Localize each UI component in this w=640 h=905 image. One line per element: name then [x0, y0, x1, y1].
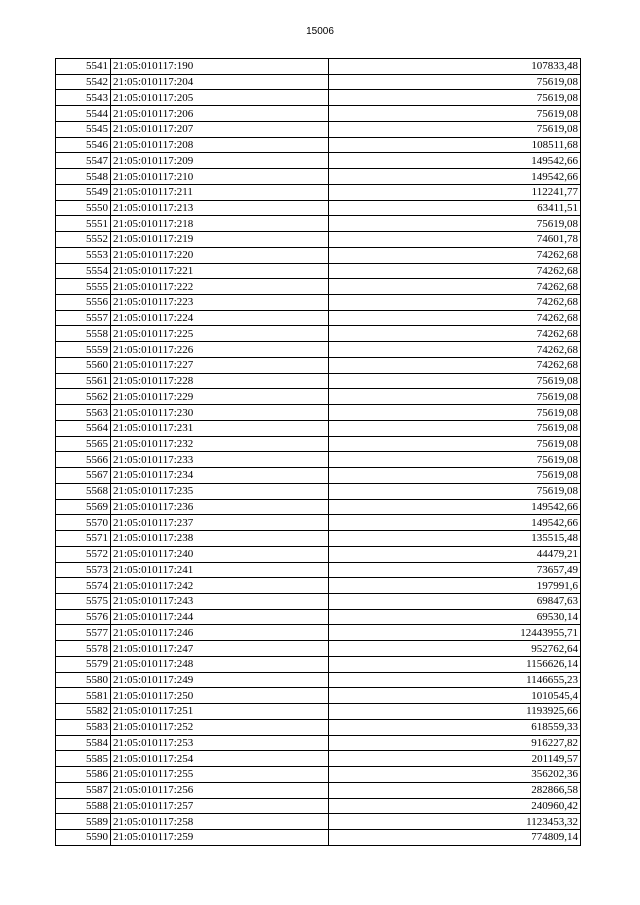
cadastral-value-cell: 74262,68: [329, 263, 581, 279]
cadastral-number-cell: 21:05:010117:248: [111, 656, 329, 672]
cadastral-value-cell: 75619,08: [329, 106, 581, 122]
cadastral-number-cell: 21:05:010117:206: [111, 106, 329, 122]
row-number-cell: 5576: [56, 609, 111, 625]
page-number: 15006: [306, 26, 334, 37]
cadastral-number-cell: 21:05:010117:255: [111, 767, 329, 783]
table-row: [56, 609, 581, 625]
table-row: [56, 121, 581, 137]
row-number-cell: 5588: [56, 798, 111, 814]
cadastral-number-cell: 21:05:010117:257: [111, 798, 329, 814]
cadastral-number-cell: 21:05:010117:243: [111, 593, 329, 609]
cadastral-number-cell: 21:05:010117:224: [111, 310, 329, 326]
cadastral-number-cell: 21:05:010117:223: [111, 295, 329, 311]
cadastral-value-cell: 44479,21: [329, 546, 581, 562]
cadastral-number-cell: 21:05:010117:249: [111, 672, 329, 688]
cadastral-value-cell: 952762,64: [329, 641, 581, 657]
row-number-cell: 5563: [56, 405, 111, 421]
cadastral-number-cell: 21:05:010117:210: [111, 169, 329, 185]
table-row: [56, 641, 581, 657]
cadastral-value-cell: 149542,66: [329, 499, 581, 515]
table-row: [56, 468, 581, 484]
table-row: [56, 373, 581, 389]
row-number-cell: 5581: [56, 688, 111, 704]
cadastral-number-cell: 21:05:010117:222: [111, 279, 329, 295]
row-number-cell: 5562: [56, 389, 111, 405]
cadastral-value-cell: 75619,08: [329, 405, 581, 421]
cadastral-number-cell: 21:05:010117:251: [111, 704, 329, 720]
cadastral-number-cell: 21:05:010117:241: [111, 562, 329, 578]
cadastral-value-cell: 69530,14: [329, 609, 581, 625]
table-row: [56, 735, 581, 751]
cadastral-number-cell: 21:05:010117:252: [111, 719, 329, 735]
row-number-cell: 5566: [56, 452, 111, 468]
table-row: [56, 59, 581, 75]
table-row: [56, 137, 581, 153]
row-number-cell: 5575: [56, 593, 111, 609]
cadastral-number-cell: 21:05:010117:258: [111, 814, 329, 830]
table-row: [56, 515, 581, 531]
cadastral-value-cell: 356202,36: [329, 767, 581, 783]
row-number-cell: 5577: [56, 625, 111, 641]
cadastral-number-cell: 21:05:010117:240: [111, 546, 329, 562]
table-row: [56, 829, 581, 845]
row-number-cell: 5582: [56, 704, 111, 720]
row-number-cell: 5547: [56, 153, 111, 169]
table-row: [56, 578, 581, 594]
cadastral-number-cell: 21:05:010117:218: [111, 216, 329, 232]
cadastral-number-cell: 21:05:010117:211: [111, 184, 329, 200]
row-number-cell: 5571: [56, 531, 111, 547]
cadastral-value-cell: 75619,08: [329, 468, 581, 484]
cadastral-value-cell: 1010545,4: [329, 688, 581, 704]
table-body: [56, 59, 581, 846]
table-row: [56, 719, 581, 735]
row-number-cell: 5586: [56, 767, 111, 783]
cadastral-number-cell: 21:05:010117:233: [111, 452, 329, 468]
row-number-cell: 5550: [56, 200, 111, 216]
cadastral-value-cell: 75619,08: [329, 389, 581, 405]
cadastral-number-cell: 21:05:010117:209: [111, 153, 329, 169]
cadastral-value-cell: 149542,66: [329, 153, 581, 169]
cadastral-value-cell: 107833,48: [329, 59, 581, 75]
table-row: [56, 672, 581, 688]
row-number-cell: 5561: [56, 373, 111, 389]
cadastral-value-cell: 69847,63: [329, 593, 581, 609]
row-number-cell: 5559: [56, 342, 111, 358]
table-row: [56, 216, 581, 232]
row-number-cell: 5544: [56, 106, 111, 122]
cadastral-number-cell: 21:05:010117:220: [111, 247, 329, 263]
row-number-cell: 5548: [56, 169, 111, 185]
cadastral-value-cell: 75619,08: [329, 452, 581, 468]
cadastral-value-cell: 12443955,71: [329, 625, 581, 641]
table-row: [56, 562, 581, 578]
cadastral-number-cell: 21:05:010117:230: [111, 405, 329, 421]
cadastral-number-cell: 21:05:010117:253: [111, 735, 329, 751]
row-number-cell: 5558: [56, 326, 111, 342]
row-number-cell: 5541: [56, 59, 111, 75]
row-number-cell: 5583: [56, 719, 111, 735]
cadastral-number-cell: 21:05:010117:190: [111, 59, 329, 75]
row-number-cell: 5546: [56, 137, 111, 153]
row-number-cell: 5570: [56, 515, 111, 531]
row-number-cell: 5572: [56, 546, 111, 562]
row-number-cell: 5545: [56, 121, 111, 137]
cadastral-number-cell: 21:05:010117:225: [111, 326, 329, 342]
table-row: [56, 184, 581, 200]
cadastral-number-cell: 21:05:010117:226: [111, 342, 329, 358]
cadastral-number-cell: 21:05:010117:236: [111, 499, 329, 515]
table-row: [56, 247, 581, 263]
cadastral-number-cell: 21:05:010117:242: [111, 578, 329, 594]
cadastral-number-cell: 21:05:010117:231: [111, 420, 329, 436]
cadastral-value-cell: 112241,77: [329, 184, 581, 200]
cadastral-number-cell: 21:05:010117:244: [111, 609, 329, 625]
cadastral-number-cell: 21:05:010117:229: [111, 389, 329, 405]
cadastral-number-cell: 21:05:010117:237: [111, 515, 329, 531]
cadastral-value-cell: 74262,68: [329, 247, 581, 263]
table-row: [56, 232, 581, 248]
cadastral-number-cell: 21:05:010117:259: [111, 829, 329, 845]
row-number-cell: 5578: [56, 641, 111, 657]
row-number-cell: 5564: [56, 420, 111, 436]
table-row: [56, 263, 581, 279]
cadastral-value-cell: 63411,51: [329, 200, 581, 216]
cadastral-value-cell: 75619,08: [329, 121, 581, 137]
cadastral-value-cell: 774809,14: [329, 829, 581, 845]
cadastral-value-cell: 75619,08: [329, 216, 581, 232]
row-number-cell: 5560: [56, 357, 111, 373]
table-row: [56, 405, 581, 421]
row-number-cell: 5567: [56, 468, 111, 484]
cadastral-number-cell: 21:05:010117:235: [111, 483, 329, 499]
row-number-cell: 5580: [56, 672, 111, 688]
row-number-cell: 5543: [56, 90, 111, 106]
cadastral-value-cell: 75619,08: [329, 90, 581, 106]
cadastral-number-cell: 21:05:010117:247: [111, 641, 329, 657]
cadastral-number-cell: 21:05:010117:234: [111, 468, 329, 484]
cadastral-value-cell: 74262,68: [329, 342, 581, 358]
table-row: [56, 656, 581, 672]
cadastral-value-cell: 75619,08: [329, 436, 581, 452]
table-row: [56, 326, 581, 342]
table-row: [56, 169, 581, 185]
cadastral-number-cell: 21:05:010117:204: [111, 74, 329, 90]
cadastral-value-cell: 1123453,32: [329, 814, 581, 830]
table-row: [56, 483, 581, 499]
cadastral-number-cell: 21:05:010117:227: [111, 357, 329, 373]
row-number-cell: 5569: [56, 499, 111, 515]
row-number-cell: 5555: [56, 279, 111, 295]
cadastral-value-cell: 282866,58: [329, 782, 581, 798]
row-number-cell: 5585: [56, 751, 111, 767]
cadastral-value-cell: 135515,48: [329, 531, 581, 547]
table-row: [56, 782, 581, 798]
row-number-cell: 5552: [56, 232, 111, 248]
table-row: [56, 436, 581, 452]
cadastral-value-cell: 74262,68: [329, 310, 581, 326]
cadastral-value-cell: 108511,68: [329, 137, 581, 153]
cadastral-value-cell: 74262,68: [329, 295, 581, 311]
row-number-cell: 5573: [56, 562, 111, 578]
row-number-cell: 5579: [56, 656, 111, 672]
table-row: [56, 106, 581, 122]
table-row: [56, 90, 581, 106]
row-number-cell: 5589: [56, 814, 111, 830]
cadastral-value-cell: 75619,08: [329, 420, 581, 436]
row-number-cell: 5587: [56, 782, 111, 798]
cadastral-number-cell: 21:05:010117:205: [111, 90, 329, 106]
cadastral-value-cell: 1146655,23: [329, 672, 581, 688]
table-row: [56, 153, 581, 169]
row-number-cell: 5584: [56, 735, 111, 751]
cadastral-number-cell: 21:05:010117:213: [111, 200, 329, 216]
table-row: [56, 342, 581, 358]
row-number-cell: 5551: [56, 216, 111, 232]
table-row: [56, 751, 581, 767]
table-row: [56, 688, 581, 704]
table-row: [56, 499, 581, 515]
cadastral-value-cell: 74262,68: [329, 326, 581, 342]
cadastral-number-cell: 21:05:010117:254: [111, 751, 329, 767]
cadastral-value-cell: 201149,57: [329, 751, 581, 767]
table-row: [56, 798, 581, 814]
row-number-cell: 5557: [56, 310, 111, 326]
cadastral-value-cell: 1156626,14: [329, 656, 581, 672]
cadastral-number-cell: 21:05:010117:228: [111, 373, 329, 389]
row-number-cell: 5568: [56, 483, 111, 499]
cadastral-number-cell: 21:05:010117:246: [111, 625, 329, 641]
cadastral-number-cell: 21:05:010117:219: [111, 232, 329, 248]
table-row: [56, 74, 581, 90]
table-row: [56, 704, 581, 720]
row-number-cell: 5556: [56, 295, 111, 311]
table-row: [56, 389, 581, 405]
table-row: [56, 531, 581, 547]
cadastral-number-cell: 21:05:010117:207: [111, 121, 329, 137]
cadastral-number-cell: 21:05:010117:250: [111, 688, 329, 704]
cadastral-value-cell: 75619,08: [329, 483, 581, 499]
table-row: [56, 420, 581, 436]
cadastral-number-cell: 21:05:010117:208: [111, 137, 329, 153]
row-number-cell: 5590: [56, 829, 111, 845]
cadastral-value-table: [55, 58, 581, 846]
row-number-cell: 5574: [56, 578, 111, 594]
cadastral-value-cell: 618559,33: [329, 719, 581, 735]
cadastral-value-cell: 197991,6: [329, 578, 581, 594]
row-number-cell: 5554: [56, 263, 111, 279]
row-number-cell: 5549: [56, 184, 111, 200]
cadastral-value-cell: 149542,66: [329, 515, 581, 531]
cadastral-value-cell: 916227,82: [329, 735, 581, 751]
table-row: [56, 310, 581, 326]
cadastral-value-cell: 74262,68: [329, 357, 581, 373]
cadastral-value-cell: 73657,49: [329, 562, 581, 578]
table-row: [56, 814, 581, 830]
table-row: [56, 279, 581, 295]
row-number-cell: 5542: [56, 74, 111, 90]
cadastral-number-cell: 21:05:010117:232: [111, 436, 329, 452]
cadastral-number-cell: 21:05:010117:238: [111, 531, 329, 547]
table-row: [56, 767, 581, 783]
cadastral-value-cell: 75619,08: [329, 74, 581, 90]
cadastral-value-cell: 149542,66: [329, 169, 581, 185]
table-row: [56, 452, 581, 468]
cadastral-value-cell: 75619,08: [329, 373, 581, 389]
cadastral-number-cell: 21:05:010117:221: [111, 263, 329, 279]
table-row: [56, 200, 581, 216]
row-number-cell: 5565: [56, 436, 111, 452]
table-row: [56, 546, 581, 562]
cadastral-value-cell: 240960,42: [329, 798, 581, 814]
table-row: [56, 295, 581, 311]
cadastral-value-cell: 1193925,66: [329, 704, 581, 720]
cadastral-number-cell: 21:05:010117:256: [111, 782, 329, 798]
row-number-cell: 5553: [56, 247, 111, 263]
table-row: [56, 357, 581, 373]
cadastral-value-cell: 74601,78: [329, 232, 581, 248]
table-row: [56, 625, 581, 641]
table-row: [56, 593, 581, 609]
cadastral-value-cell: 74262,68: [329, 279, 581, 295]
